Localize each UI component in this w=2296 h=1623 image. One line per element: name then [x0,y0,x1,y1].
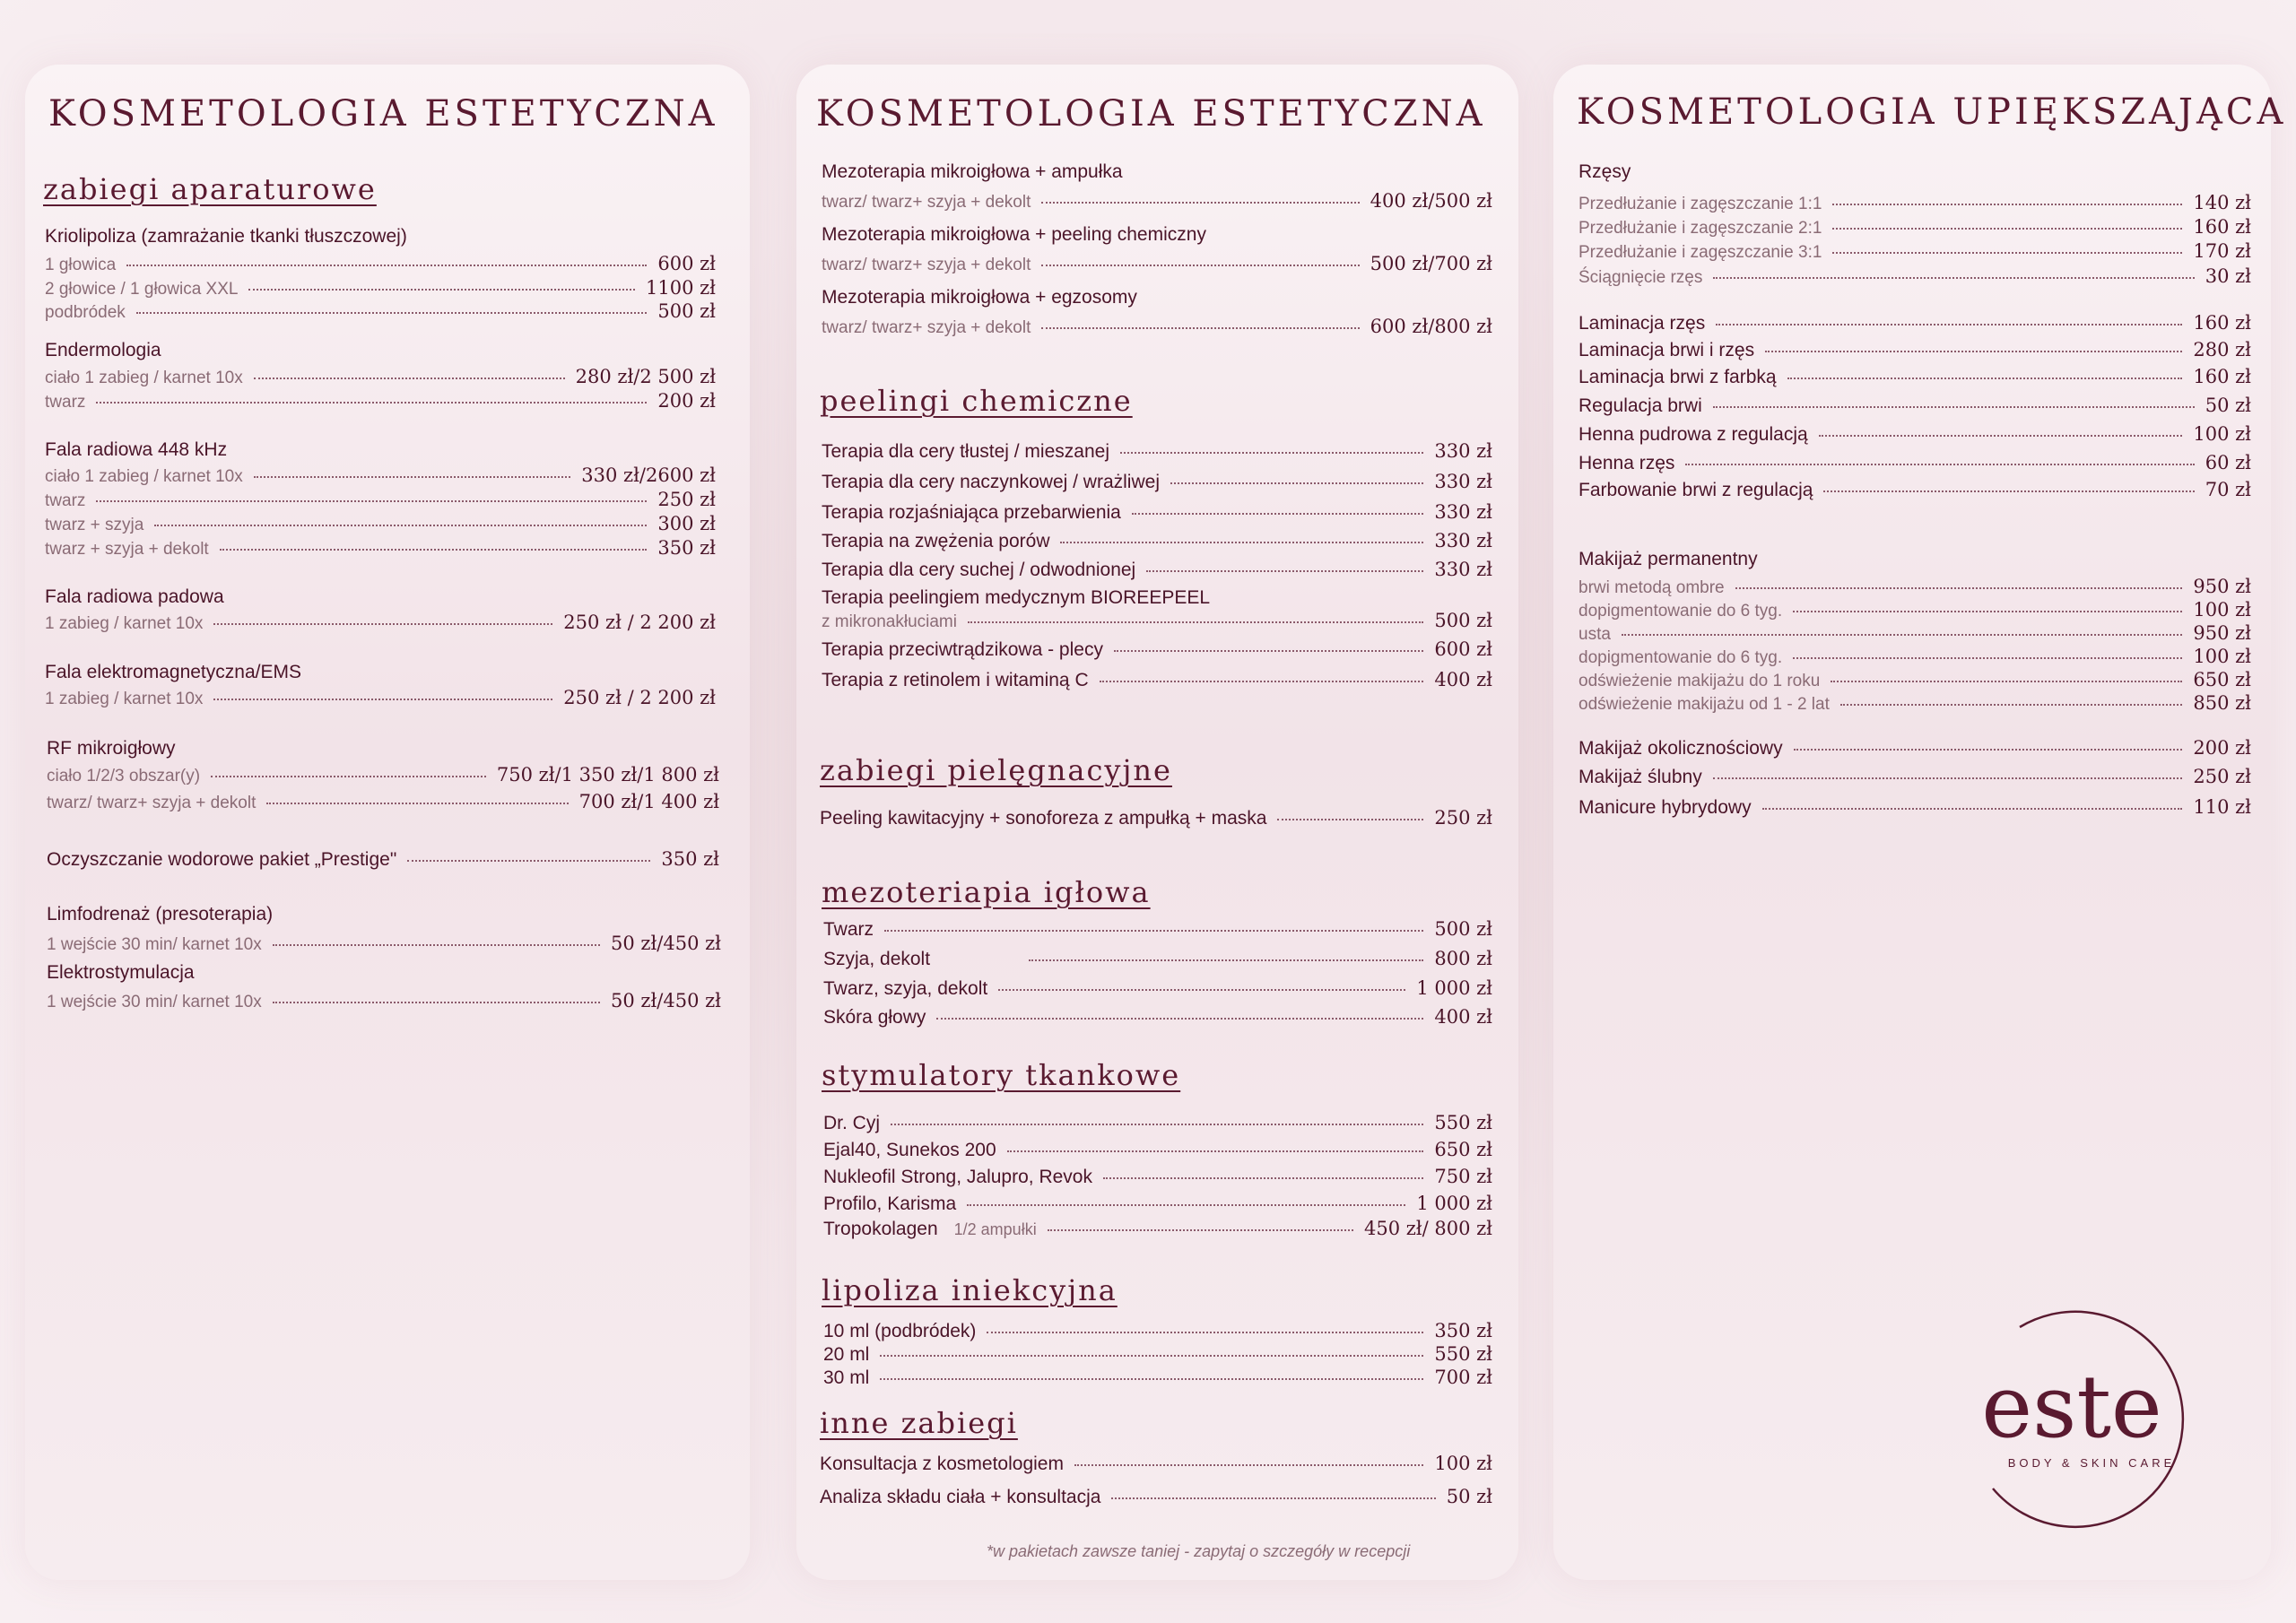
price: 280 zł/2 500 zł [575,366,716,387]
price: 450 zł/ 800 zł [1363,1218,1492,1239]
price-row [823,1320,1492,1342]
service-label: twarz + szyja [45,516,144,534]
price-row [820,807,1492,829]
price: 550 zł [1434,1343,1492,1365]
service-label: twarz/ twarz+ szyja + dekolt [47,794,257,812]
service-label: Terapia rozjaśniająca przebarwienia [822,502,1121,523]
dot-leader [254,476,571,478]
dot-leader [987,1332,1423,1333]
dot-leader [1100,681,1424,682]
price: 500 zł [1434,918,1492,940]
price: 110 zł [2193,796,2251,818]
price-row [823,1112,1492,1134]
dot-leader [1832,204,2182,205]
price: 330 zł [1434,440,1492,462]
dot-leader [1765,351,2182,352]
price-row [1578,599,2251,621]
service-label: Skóra głowy [823,1007,926,1028]
dot-leader [1114,650,1423,652]
price: 250 zł [657,489,716,510]
price-row [823,1166,1492,1188]
service-title: Makijaż permanentny [1578,549,1758,569]
service-label: podbródek [45,303,126,322]
price: 950 zł [2193,622,2251,644]
service-label: Przedłużanie i zagęszczanie 3:1 [1578,243,1822,262]
price: 330 zł [1434,471,1492,492]
dot-leader [1007,1150,1424,1152]
service-label: brwi metodą ombre [1578,578,1725,597]
dot-leader [96,402,647,404]
price: 100 zł [2193,646,2251,667]
dot-leader [1735,587,2183,589]
service-title: Limfodrenaż (presoterapia) [47,904,274,924]
service-label: Przedłużanie i zagęszczanie 2:1 [1578,219,1822,238]
service-label: 1 wejście 30 min/ karnet 10x [47,993,262,1011]
price: 600 zł/800 zł [1370,316,1492,337]
price: 50 zł [1446,1486,1492,1507]
price-row [45,366,716,388]
dot-leader [1832,228,2182,230]
service-title: Fala radiowa padowa [45,586,224,607]
service-label: Nukleofil Strong, Jalupro, Revok [823,1167,1092,1187]
price: 160 zł [2193,366,2251,387]
price-row [822,190,1492,213]
price-row [45,300,716,323]
logo-tagline: BODY & SKIN CARE [2007,1456,2176,1470]
dot-leader [220,549,648,551]
service-label: Profilo, Karisma [823,1193,957,1214]
price: 500 zł [657,300,716,322]
service-title: Fala radiowa 448 kHz [45,439,228,460]
service-label: Terapia na zwężenia porów [822,531,1050,551]
price: 330 zł/2600 zł [581,464,716,486]
service-label: Laminacja brwi z farbką [1578,367,1777,387]
service-title: Rzęsy [1578,161,1631,182]
dot-leader [1685,464,2194,465]
price: 750 zł [1434,1166,1492,1187]
dot-leader [1048,1229,1353,1231]
price: 400 zł [1434,669,1492,690]
service-label: 1 głowica [45,256,117,274]
dot-leader [1029,959,1423,961]
dot-leader [1170,482,1423,484]
service-label: twarz [45,491,86,510]
dot-leader [1146,570,1423,572]
price-row [45,489,716,511]
service-title: Elektrostymulacja [47,962,195,983]
dot-leader [1111,1497,1435,1499]
price: 850 zł [2193,692,2251,714]
dot-leader [1832,252,2182,254]
dot-leader [1041,202,1359,204]
dot-leader [213,699,552,700]
price: 800 zł [1434,948,1492,969]
price-row [1578,395,2251,417]
dot-leader [1132,513,1424,515]
service-label: Regulacja brwi [1578,395,1702,416]
dot-leader [891,1124,1423,1125]
service-label: Szyja, dekolt [823,949,931,969]
price: 950 zł [2193,576,2251,597]
este-logo [1957,1300,2190,1533]
dot-leader [154,525,647,526]
dot-leader [1819,435,2183,437]
dot-leader [254,378,565,379]
price-row [1578,423,2251,446]
service-label: odświeżenie makijażu od 1 - 2 lat [1578,695,1830,714]
price-row [822,610,1492,632]
section-title: mezoteriapia igłowa [822,875,1151,909]
price: 1 000 zł [1416,977,1492,999]
price: 350 zł [657,537,716,559]
column-title: KOSMETOLOGIA UPIĘKSZAJĄCA [1577,91,2287,133]
price: 400 zł [1434,1006,1492,1028]
service-label: ciało 1 zabieg / karnet 10x [45,467,243,486]
dot-leader [968,621,1423,623]
dot-leader [1823,490,2194,492]
price: 250 zł / 2 200 zł [563,687,716,708]
service-label: Dr. Cyj [823,1113,880,1133]
service-label: Twarz [823,919,874,940]
price-row [823,1006,1492,1028]
service-title: Mezoterapia mikroigłowa + egzosomy [822,287,1137,308]
dot-leader [1074,1464,1423,1466]
price: 200 zł [2193,737,2251,759]
price-row [823,1343,1492,1366]
footnote: *w pakietach zawsze taniej - zapytaj o szczegóły w recepcji [987,1542,1411,1560]
dot-leader [1060,542,1423,543]
section-title: stymulatory tkankowe [822,1058,1181,1092]
service-label: 10 ml (podbródek) [823,1321,977,1341]
price: 700 zł/1 400 zł [578,791,719,812]
column-title: KOSMETOLOGIA ESTETYCZNA [48,93,718,135]
price-row [45,537,716,560]
service-label: twarz/ twarz+ szyja + dekolt [822,256,1031,274]
price: 350 zł [1434,1320,1492,1341]
price-row [823,1218,1492,1240]
service-label: 20 ml [823,1344,870,1365]
price-row [822,471,1492,493]
price: 100 zł [2193,423,2251,445]
price-row [45,513,716,535]
service-title: Kriolipoliza (zamrażanie tkanki tłuszczowej) [45,226,407,247]
price-row [822,501,1492,524]
price: 70 zł [2205,479,2251,500]
price: 100 zł [2193,599,2251,621]
price: 400 zł/500 zł [1370,190,1492,212]
price: 550 zł [1434,1112,1492,1133]
service-title: Fala elektromagnetyczna/EMS [45,662,301,682]
price: 50 zł/450 zł [611,933,721,954]
dot-leader [1041,265,1359,266]
price: 500 zł/700 zł [1370,253,1492,274]
price-row [823,948,1492,970]
service-label: Makijaż okolicznościowy [1578,738,1783,759]
price: 140 zł [2193,192,2251,213]
service-label: Farbowanie brwi z regulacją [1578,480,1813,500]
dot-leader [998,989,1405,991]
price-row [45,687,716,709]
dot-leader [1787,378,2183,379]
price-row [822,316,1492,338]
dot-leader [96,500,647,502]
dot-leader [880,1355,1423,1357]
price-row [1578,339,2251,361]
price-row [1578,796,2251,819]
service-label: Ściągnięcie rzęs [1578,268,1703,287]
section-title: zabiegi aparaturowe [43,172,377,206]
dot-leader [213,623,552,625]
service-label: 2 głowice / 1 głowica XXL [45,280,239,299]
price: 330 zł [1434,559,1492,580]
price-row [1578,669,2251,691]
dot-leader [211,776,486,777]
service-label: usta [1578,625,1611,644]
dot-leader [1840,704,2182,706]
service-label: Konsultacja z kosmetologiem [820,1454,1064,1474]
dot-leader [1716,324,2182,325]
section-title: inne zabiegi [820,1406,1018,1440]
price-row [45,253,716,275]
dot-leader [1103,1177,1423,1179]
price-row [1578,737,2251,759]
price-row [1578,766,2251,788]
price-row [47,933,721,955]
service-label: Henna rzęs [1578,453,1675,473]
price-row [822,559,1492,581]
service-title: RF mikroigłowy [47,738,176,759]
column-title: KOSMETOLOGIA ESTETYCZNA [816,93,1486,135]
price: 50 zł [2205,395,2251,416]
service-title: Mezoterapia mikroigłowa + ampułka [822,161,1123,182]
service-label: z mikronakłuciami [822,612,957,631]
price: 1 000 zł [1416,1193,1492,1214]
price: 200 zł [657,390,716,412]
price-row [47,791,719,813]
service-label: Terapia z retinolem i witaminą C [822,670,1089,690]
dot-leader [407,860,650,862]
logo-word: este [1981,1357,2162,1457]
price: 170 zł [2193,240,2251,262]
dot-leader [248,289,635,291]
price-row [1578,216,2251,239]
price: 30 zł [2205,265,2251,287]
price: 100 zł [1434,1453,1492,1474]
price-row [47,990,721,1012]
price: 350 zł [661,848,719,870]
price: 750 zł/1 350 zł/1 800 zł [496,764,719,785]
price-row [1578,646,2251,668]
dot-leader [266,803,568,804]
price-row [1578,192,2251,214]
price: 600 zł [1434,638,1492,660]
price-row [1578,265,2251,288]
price-row [822,253,1492,275]
price-row [1578,312,2251,334]
section-title: lipoliza iniekcyjna [822,1273,1118,1307]
price: 280 zł [2193,339,2251,360]
service-label: 30 ml [823,1367,870,1388]
price-row [822,530,1492,552]
price-row [45,390,716,412]
dot-leader [1794,749,2183,751]
price: 250 zł / 2 200 zł [563,612,716,633]
service-label: twarz/ twarz+ szyja + dekolt [822,318,1031,337]
price-row [820,1453,1492,1475]
service-label: twarz [45,393,86,412]
dot-leader [273,944,600,946]
price-row [1578,622,2251,645]
price-row [822,440,1492,463]
service-title: Terapia peelingiem medycznym BIOREEPEEL [822,587,1211,608]
price: 160 zł [2193,216,2251,238]
dot-leader [1831,681,2182,682]
service-label: twarz + szyja + dekolt [45,540,209,559]
service-title: Endermologia [45,340,161,360]
price-row [1578,576,2251,598]
service-label: Peeling kawitacyjny + sonoforeza z ampułką + maska [820,808,1267,829]
price-row [1578,366,2251,388]
price-row [1578,479,2251,501]
price: 600 zł [657,253,716,274]
service-label: Ejal40, Sunekos 200 [823,1140,996,1160]
dot-leader [1713,277,2194,279]
price: 700 zł [1434,1367,1492,1388]
service-label: Laminacja rzęs [1578,313,1706,334]
dot-leader [1713,777,2183,779]
price-row [822,669,1492,691]
dot-leader [1277,819,1423,820]
price: 300 zł [657,513,716,534]
service-title: Mezoterapia mikroigłowa + peeling chemiczny [822,224,1206,245]
price: 60 zł [2205,452,2251,473]
service-label: twarz/ twarz+ szyja + dekolt [822,193,1031,212]
dot-leader [136,312,648,314]
price-row [47,764,719,786]
price-row [1578,240,2251,263]
service-label: dopigmentowanie do 6 tyg. [1578,648,1783,667]
dot-leader [126,265,647,266]
dot-leader [884,930,1423,932]
dot-leader [273,1002,600,1003]
service-label: ciało 1 zabieg / karnet 10x [45,369,243,387]
dot-leader [1713,406,2195,408]
section-title: peelingi chemiczne [820,384,1133,418]
price-row [823,1193,1492,1215]
price: 160 zł [2193,312,2251,334]
service-label: Analiza składu ciała + konsultacja [820,1487,1101,1507]
service-label: Terapia dla cery naczynkowej / wrażliwej [822,472,1160,492]
dot-leader [967,1204,1405,1206]
price-row [1578,452,2251,474]
price-row [45,464,716,487]
section-title: zabiegi pielęgnacyjne [820,753,1172,787]
price-row [823,918,1492,941]
price-row [45,612,716,634]
dot-leader [1120,452,1423,454]
service-label: Laminacja brwi i rzęs [1578,340,1755,360]
service-label: Oczyszczanie wodorowe pakiet „Prestige" [47,849,397,870]
price: 650 zł [2193,669,2251,690]
price: 250 zł [2193,766,2251,787]
service-note: 1/2 ampułki [953,1220,1037,1238]
price-row [47,848,719,871]
service-label: ciało 1/2/3 obszar(y) [47,767,201,785]
service-label: Manicure hybrydowy [1578,797,1752,818]
price-row [823,1139,1492,1161]
dot-leader [1762,808,2183,810]
price: 330 zł [1434,530,1492,551]
price-row [45,277,716,299]
service-label: Makijaż ślubny [1578,767,1702,787]
service-label: Przedłużanie i zagęszczanie 1:1 [1578,195,1822,213]
price: 50 zł/450 zł [611,990,721,1011]
dot-leader [1793,657,2182,659]
service-label: Henna pudrowa z regulacją [1578,424,1808,445]
service-label: Terapia dla cery suchej / odwodnionej [822,560,1136,580]
service-label: odświeżenie makijażu do 1 roku [1578,672,1821,690]
service-label: 1 zabieg / karnet 10x [45,614,204,633]
service-label: Tropokolagen [823,1219,938,1239]
price-row [820,1486,1492,1508]
dot-leader [1793,611,2182,612]
service-label: Terapia dla cery tłustej / mieszanej [822,441,1109,462]
price: 330 zł [1434,501,1492,523]
price: 500 zł [1434,610,1492,631]
dot-leader [936,1018,1423,1020]
price-row [822,638,1492,661]
service-label: dopigmentowanie do 6 tyg. [1578,602,1783,621]
price-row [1578,692,2251,715]
service-label: Twarz, szyja, dekolt [823,978,988,999]
dot-leader [1041,327,1359,329]
dot-leader [880,1378,1423,1380]
service-label: 1 wejście 30 min/ karnet 10x [47,935,262,954]
price: 250 zł [1434,807,1492,829]
service-label: Terapia przeciwtrądzikowa - plecy [822,639,1103,660]
dot-leader [1622,634,2182,636]
price: 650 zł [1434,1139,1492,1160]
price-row [823,977,1492,1000]
price: 1100 zł [646,277,716,299]
price-row [823,1367,1492,1389]
service-label: 1 zabieg / karnet 10x [45,690,204,708]
